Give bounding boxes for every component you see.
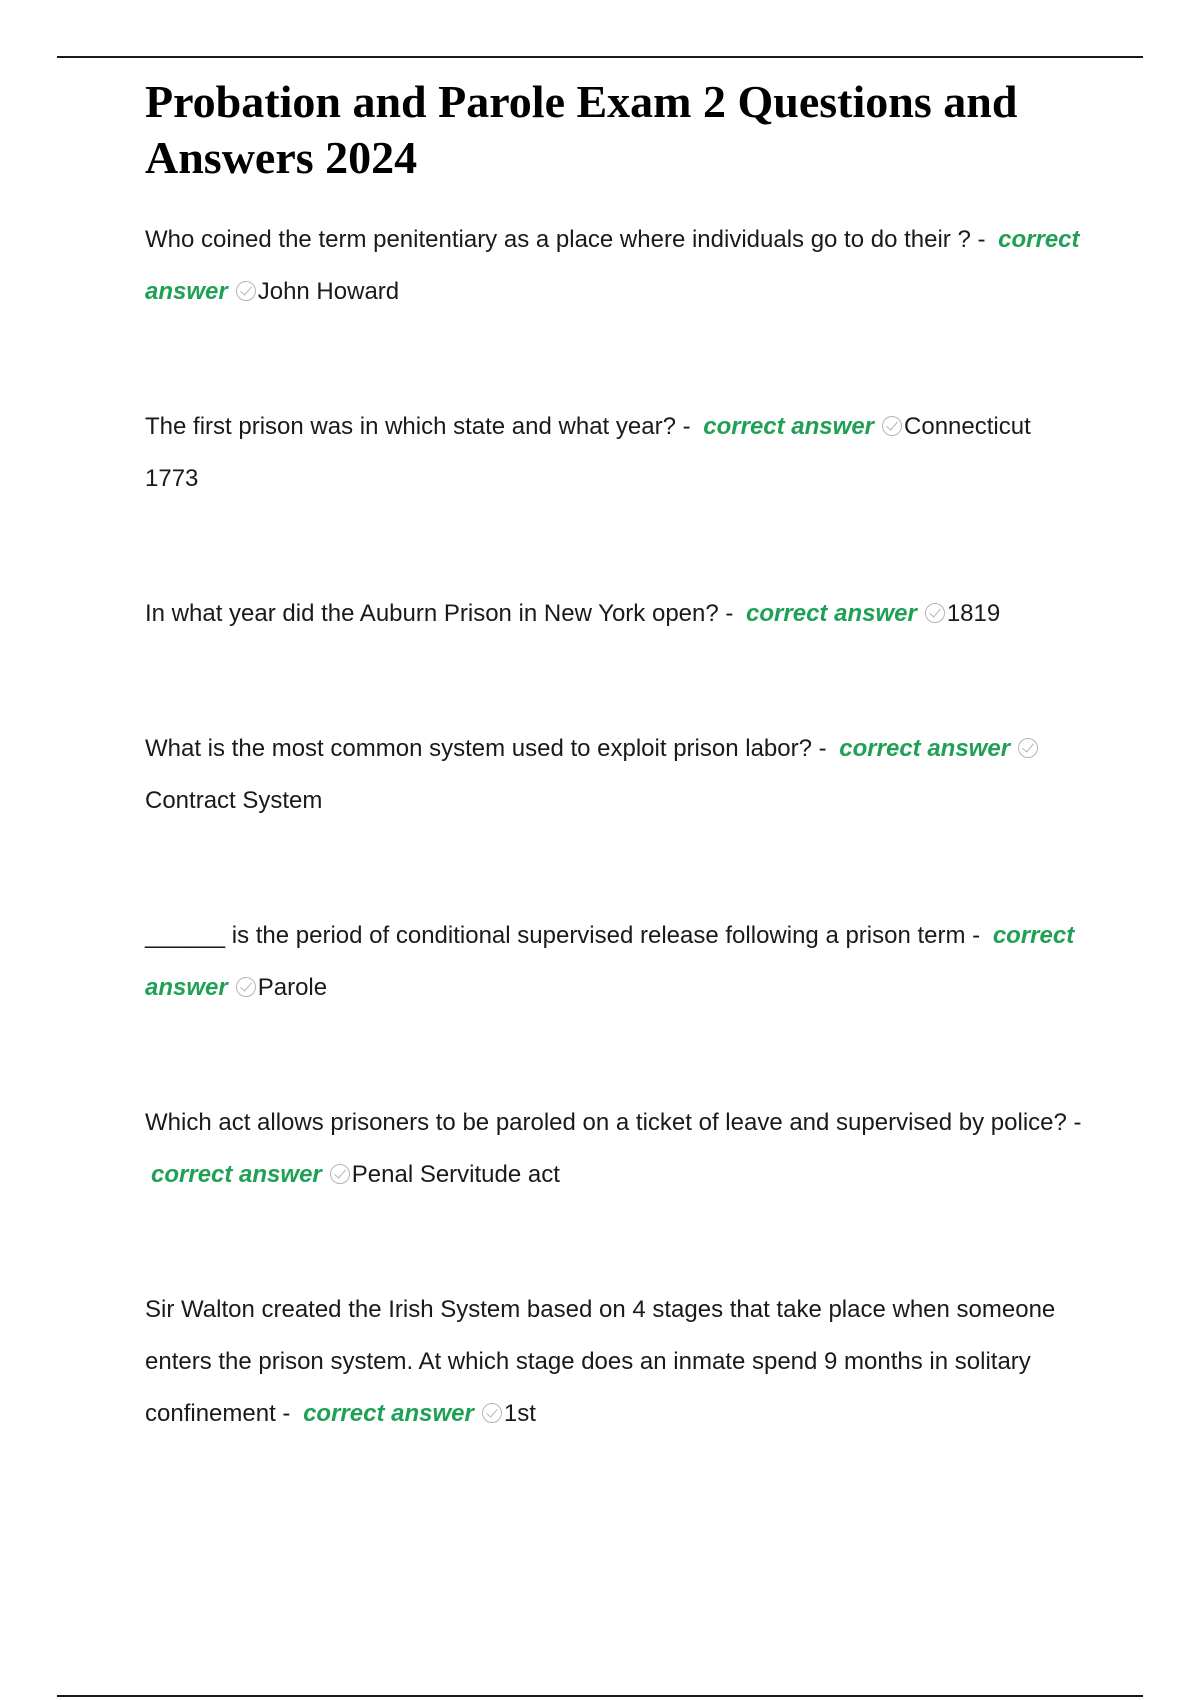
- answer-text: Parole: [257, 974, 328, 1001]
- qa-item: [145, 1284, 1085, 1440]
- qa-item: [145, 214, 1085, 318]
- question-text: In what year did the Auburn Prison in New York open? -: [145, 600, 734, 627]
- check-circle-icon: [925, 603, 945, 623]
- qa-item: [145, 1097, 1085, 1201]
- answer-text: 1819: [946, 600, 1001, 627]
- qa-item: [145, 910, 1085, 1014]
- question-text: The first prison was in which state and what year? -: [145, 413, 691, 440]
- question-text: Who coined the term penitentiary as a place where individuals go to do their ? -: [145, 226, 986, 253]
- bottom-rule: [57, 1695, 1143, 1697]
- top-rule: [57, 56, 1143, 58]
- qa-item: [145, 401, 1085, 505]
- correct-answer-label: correct answer: [145, 226, 1080, 305]
- question-text: What is the most common system used to exploit prison labor? -: [145, 735, 827, 762]
- check-circle-icon: [1018, 738, 1038, 758]
- answer-text: 1st: [503, 1400, 536, 1427]
- check-circle-icon: [236, 977, 256, 997]
- answer-text: John Howard: [257, 278, 400, 305]
- answer-text: Contract System: [145, 787, 323, 814]
- correct-answer-label: correct answer: [303, 1400, 474, 1427]
- check-circle-icon: [330, 1164, 350, 1184]
- check-circle-icon: [236, 281, 256, 301]
- answer-text: Penal Servitude act: [351, 1161, 560, 1188]
- answer-text: Connecticut 1773: [145, 413, 1031, 492]
- correct-answer-label: correct answer: [703, 413, 875, 440]
- qa-item: [145, 588, 1085, 640]
- question-text: Sir Walton created the Irish System based on 4 stages that take place when someone enters the prison system. At which stage does an inmate spend 9 months in solitary confinement -: [145, 1296, 1056, 1427]
- document-body: [145, 74, 1085, 1440]
- check-circle-icon: [882, 416, 902, 436]
- qa-item: [145, 723, 1085, 827]
- correct-answer-label: correct answer: [151, 1161, 322, 1188]
- correct-answer-label: correct answer: [839, 735, 1011, 762]
- correct-answer-label: correct answer: [746, 600, 917, 627]
- document-title: Probation and Parole Exam 2 Questions and Answers 2024: [145, 76, 1018, 183]
- question-text: Which act allows prisoners to be paroled on a ticket of leave and supervised by police? -: [145, 1109, 1082, 1136]
- question-text: ______ is the period of conditional supervised release following a prison term -: [145, 922, 981, 949]
- check-circle-icon: [482, 1403, 502, 1423]
- correct-answer-label: correct answer: [145, 922, 1075, 1001]
